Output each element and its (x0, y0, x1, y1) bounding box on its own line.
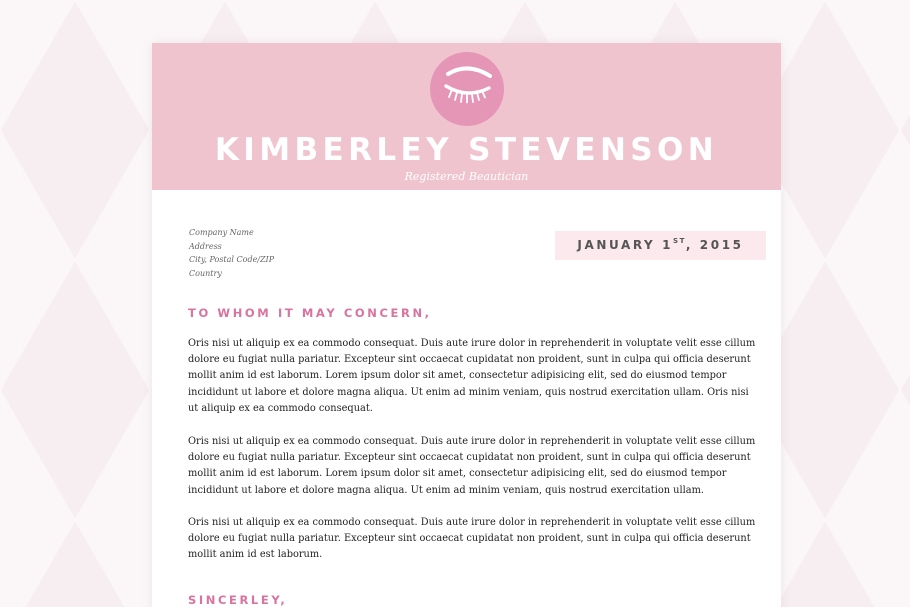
letterhead-banner (152, 43, 781, 190)
date-year: , 2015 (685, 238, 744, 252)
applicant-title: Registered Beautician (404, 170, 529, 183)
closed-eye-icon (430, 52, 504, 126)
body-paragraph-2: Oris nisi ut aliquip ex ea commodo consequat. Duis aute irure dolor in reprehenderit in voluptate velit esse cillum dolore eu fugiat nulla pariatur. Excepteur sint occaecat cupidatat non proident, sunt in culpa qui officia deserunt mollit anim id est laborum. Lorem ipsum dolor sit amet, consectetur adipisicing elit, sed do eiusmod tempor incididunt ut labore et dolore magna aliqua. Ut enim ad minim veniam, quis nostrud exercitation ullam. (188, 436, 756, 496)
city-line: City, Postal Code/ZIP (189, 255, 275, 264)
date-suffix: ST (673, 237, 686, 245)
letter-date (555, 231, 766, 260)
address-line: Address (189, 241, 222, 251)
applicant-name: KIMBERLEY STEVENSON (214, 132, 719, 168)
body-paragraph-1: Oris nisi ut aliquip ex ea commodo consequat. Duis aute irure dolor in reprehenderit in voluptate velit esse cillum dolore eu fugiat nulla pariatur. Excepteur sint occaecat cupidatat non proident, sunt in culpa qui officia deserunt mollit anim id est laborum. Lorem ipsum dolor sit amet, consectetur adipisicing elit, sed do eiusmod tempor incididunt ut labore et dolore magna aliqua. Ut enim ad minim veniam, quis nostrud exercitation ullam. Oris nisi ut aliquip ex ea commodo consequat. (188, 338, 756, 414)
date-box (555, 231, 766, 260)
closing: SINCERLEY, (188, 593, 288, 607)
body-paragraph-3: Oris nisi ut aliquip ex ea commodo consequat. Duis aute irure dolor in reprehenderit in voluptate velit esse cillum dolore eu fugiat nulla pariatur. Excepteur sint occaecat cupidatat non proident, sunt in culpa qui officia deserunt mollit anim id est laborum. (188, 517, 756, 561)
greeting: TO WHOM IT MAY CONCERN, (188, 306, 432, 320)
date-month-day: JANUARY 1 (577, 238, 674, 252)
country-line: Country (189, 268, 222, 278)
logo (430, 52, 504, 126)
company-name: Company Name (189, 228, 254, 237)
recipient-address (189, 226, 274, 280)
letter-page (152, 43, 781, 607)
